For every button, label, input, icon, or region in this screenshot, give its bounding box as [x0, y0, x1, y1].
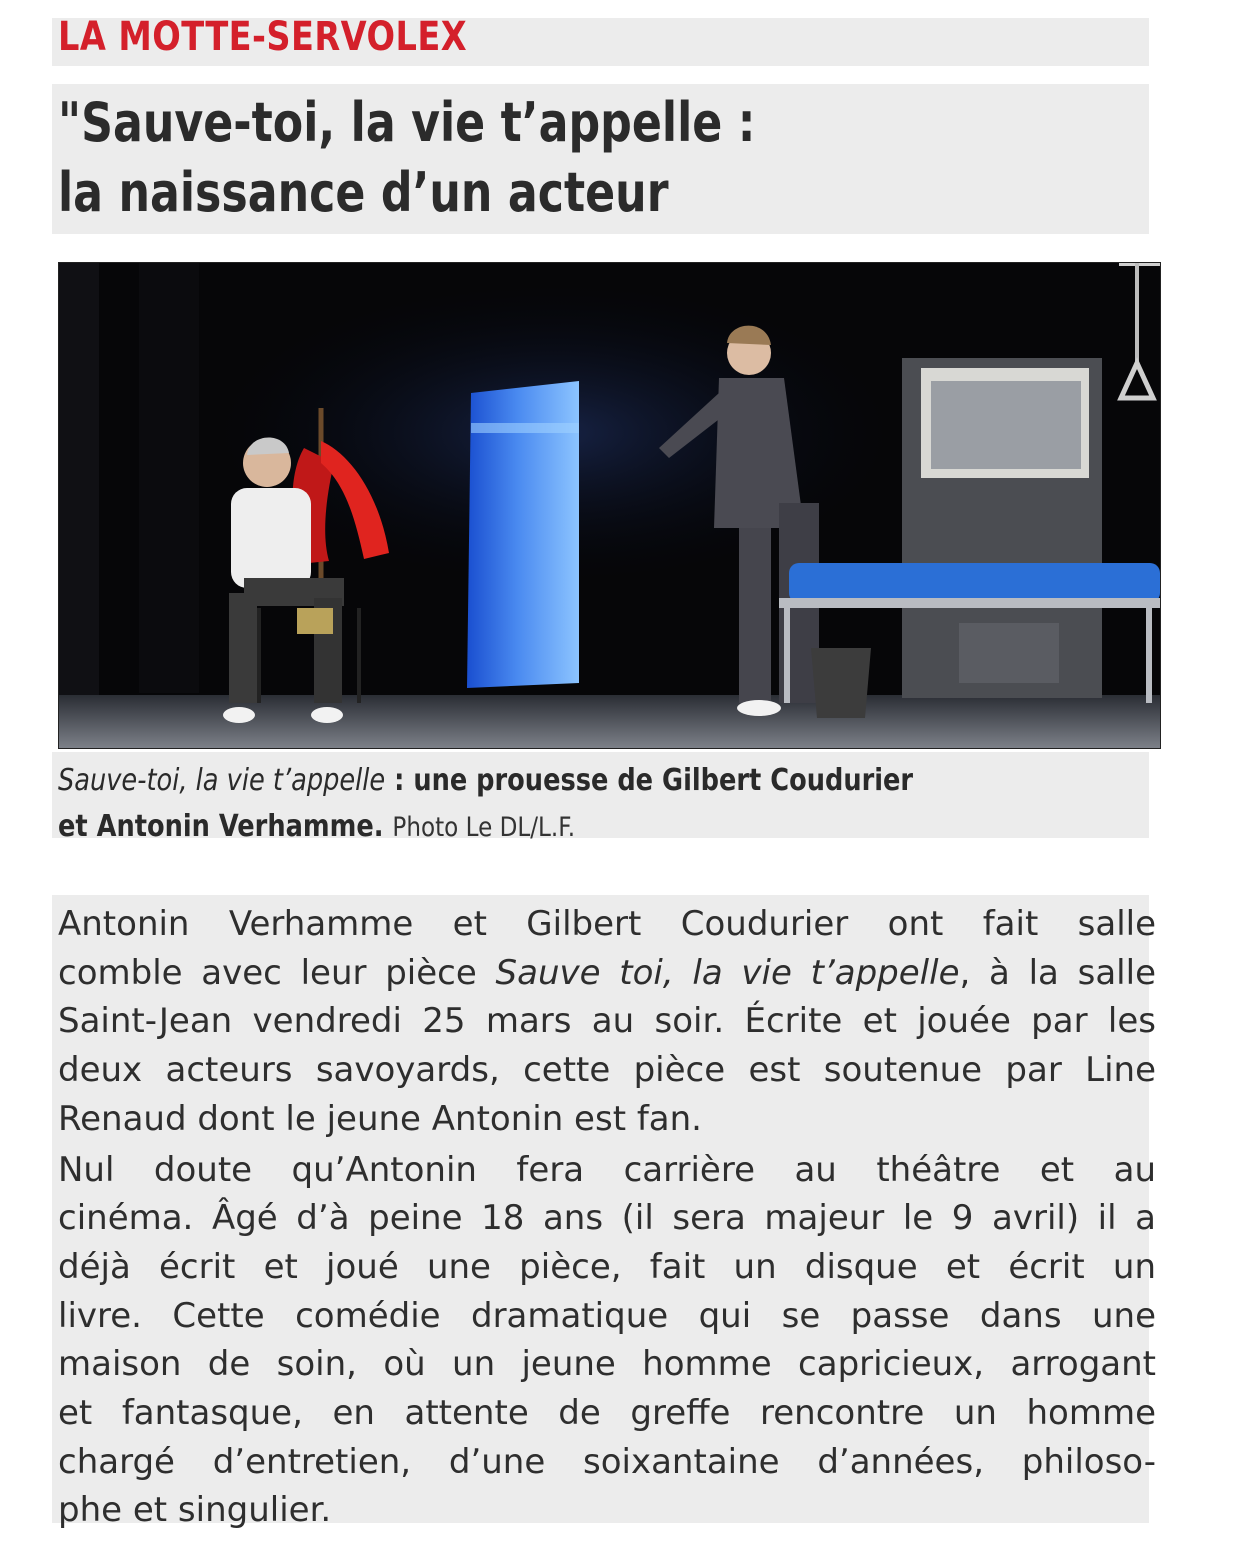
headline-line-1: "Sauve-toi, la vie t’appelle :	[58, 91, 756, 154]
body-p2-line-7: chargé d’entretien, d’une soixantaine d’années, philoso-	[58, 1441, 1156, 1482]
body-p1-line-2b: , à la salle	[959, 952, 1156, 993]
body-p1-line-2a: comble avec leur pièce	[58, 952, 496, 993]
body-p2-line-8: phe et singulier.	[58, 1490, 332, 1531]
body-p1-line-4: deux acteurs savoyards, cette pièce est soutenue par Line	[58, 1050, 1156, 1091]
caption-play-title: Sauve-toi, la vie t’appelle	[58, 763, 386, 798]
body-play-title: Sauve toi, la vie t’appelle	[495, 952, 960, 993]
body-p2-line-6: et fantasque, en attente de greffe rencontre un homme	[58, 1393, 1156, 1434]
headline-line-2: la naissance d’un acteur	[58, 161, 669, 224]
headline	[58, 88, 1042, 228]
body-p2-line-5: maison de soin, où un jeune homme capricieux, arrogant	[58, 1344, 1156, 1385]
body-p2-line-1: Nul doute qu’Antonin fera carrière au théâtre et au	[58, 1149, 1156, 1190]
body-p2-line-2: cinéma. Âgé d’à peine 18 ans (il sera majeur le 9 avril) il a	[58, 1198, 1156, 1239]
body-p1-line-5: Renaud dont le jeune Antonin est fan.	[58, 1098, 702, 1139]
caption-text-2: et Antonin Verhamme.	[58, 809, 384, 844]
caption-text-1: : une prouesse de Gilbert Coudurier	[385, 763, 914, 798]
article-body	[58, 900, 1156, 1535]
body-p2-line-3: déjà écrit et joué une pièce, fait un disque et écrit un	[58, 1246, 1156, 1287]
caption-line-2	[58, 804, 1152, 851]
caption-line-1	[58, 758, 1152, 804]
stage-photo	[58, 262, 1161, 749]
body-p1-line-1: Antonin Verhamme et Gilbert Coudurier ont fait salle	[58, 904, 1156, 944]
body-p1-line-3: Saint-Jean vendredi 25 mars au soir. Écrite et jouée par les	[58, 1001, 1156, 1042]
photo-caption	[58, 758, 1152, 851]
body-p2-line-4: livre. Cette comédie dramatique qui se passe dans une	[58, 1295, 1156, 1336]
section-kicker: LA MOTTE-SERVOLEX	[58, 14, 468, 60]
body-p1-line-2	[58, 949, 1156, 998]
photo-credit: Photo Le DL/L.F.	[392, 812, 576, 843]
